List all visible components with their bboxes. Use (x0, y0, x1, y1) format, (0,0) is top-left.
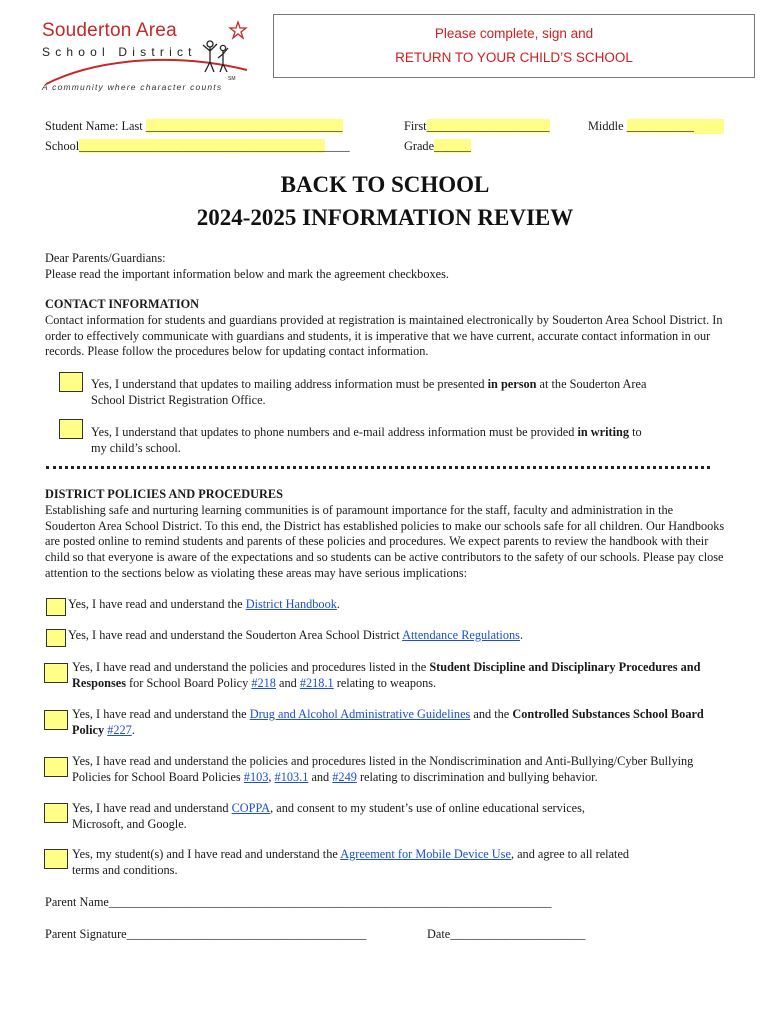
checkbox-discipline[interactable] (44, 663, 68, 683)
date-field[interactable]: ______________________ (450, 927, 586, 941)
item-text: Yes, my student(s) and I have read and understand the (72, 847, 341, 861)
contact-section (45, 297, 730, 360)
item-text: Yes, I understand that updates to phone numbers and e-mail address information must be provided (91, 425, 578, 439)
logo-tagline: A community where character counts (42, 82, 223, 92)
checkbox-mailing-address-text (91, 376, 651, 408)
checkbox-district-handbook-text (68, 596, 708, 612)
item-text: relating to weapons. (333, 676, 437, 690)
parent-signature-label: Parent Signature (45, 927, 127, 941)
parent-signature-field[interactable]: _______________________________________ (126, 927, 367, 941)
first-name-label: First (404, 119, 427, 133)
item-text: Yes, I have read and understand the policies and procedures listed in the (72, 660, 430, 674)
student-name-row (45, 119, 343, 134)
policies-section (45, 487, 725, 582)
contact-body: Contact information for students and guardians provided at registration is maintained electronically by Souderton Area School District. In order to effectively communicate with guardians and students, it is imperative that we have current, accurate contact information in our records. Please follow the procedures below for updating contact information. (45, 312, 723, 359)
middle-name-row (588, 119, 724, 134)
item-text: . (336, 597, 340, 611)
checkbox-drug-alcohol-text (72, 706, 722, 738)
logo-line-1: Souderton Area (42, 20, 177, 41)
item-text: to my child’s school. (91, 425, 642, 455)
attendance-regulations-link[interactable]: Attendance Regulations (402, 628, 520, 642)
return-notice-line-1: Please complete, sign and (434, 26, 594, 41)
district-handbook-link[interactable]: District Handbook (245, 597, 337, 611)
item-text: and (275, 676, 300, 690)
item-text: , and consent to my student’s use of online educational services, Microsoft, and Google. (72, 801, 585, 831)
date-label: Date (427, 927, 451, 941)
coppa-link[interactable]: COPPA (231, 801, 271, 815)
policy-218-1-link[interactable]: #218.1 (299, 676, 334, 690)
return-notice-line-2: RETURN TO YOUR CHILD’S SCHOOL (395, 50, 633, 65)
item-bold: in writing (577, 425, 630, 439)
parent-name-row (45, 895, 552, 910)
item-bold: in person (487, 377, 537, 391)
district-logo (42, 14, 252, 96)
checkbox-mobile-device-text (72, 846, 652, 878)
instruction: Please read the important information below and mark the agreement checkboxes. (45, 266, 449, 281)
return-notice-box (273, 14, 755, 78)
parent-signature-row (45, 927, 366, 942)
policy-218-link[interactable]: #218 (251, 676, 276, 690)
item-text: and the (470, 707, 513, 721)
item-text: Yes, I understand that updates to mailing address information must be presented (91, 377, 488, 391)
logo-mark: SM (228, 76, 236, 82)
school-field[interactable]: ________________________________________ (79, 139, 326, 153)
item-text: , (268, 770, 275, 784)
checkbox-coppa[interactable] (44, 803, 68, 823)
drug-alcohol-guidelines-link[interactable]: Drug and Alcohol Administrative Guidelines (249, 707, 471, 721)
parent-name-label: Parent Name (45, 895, 109, 909)
section-divider (46, 466, 710, 472)
checkbox-attendance[interactable] (46, 629, 66, 647)
title-line-1: BACK TO SCHOOL (280, 172, 490, 197)
student-name-label: Student Name: Last (45, 119, 143, 133)
item-text: Yes, I have read and understand (72, 801, 232, 815)
item-text: Yes, I have read and understand the policies and procedures listed in the Nondiscrimination and Anti-Bullying/Cyber Bullying Policies for School Board Policies (72, 754, 694, 784)
checkbox-discipline-text (72, 659, 712, 691)
date-row (427, 927, 585, 942)
item-text: Yes, I have read and understand the Souderton Area School District (68, 628, 403, 642)
item-text: and (308, 770, 333, 784)
logo-line-2: School District (42, 45, 197, 59)
intro (45, 251, 735, 283)
parent-name-field[interactable]: ________________________________________________________________________ (108, 895, 552, 909)
school-label: School (45, 139, 80, 153)
first-name-field[interactable]: ____________________ (426, 119, 550, 133)
checkbox-phone-email-text (91, 424, 651, 456)
item-text: . (131, 723, 135, 737)
item-text: relating to discrimination and bullying behavior. (356, 770, 598, 784)
school-field-tail: ____ (325, 139, 350, 153)
checkbox-nondiscrimination[interactable] (44, 757, 68, 777)
grade-row (404, 139, 471, 154)
item-bold: Controlled Substances School Board Policy (72, 707, 704, 737)
item-text: . (519, 628, 524, 642)
grade-field[interactable]: ______ (434, 139, 471, 153)
checkbox-drug-alcohol[interactable] (44, 710, 68, 730)
policies-body: Establishing safe and nurturing learning communities is of paramount importance for the staff, faculty and administration in the Souderton Area School District. To this end, the District has established policies to make our schools safe for all children. Our Handbooks are posted online to remind students and parents of these policies and procedures. We expect parents to review the handbook with their child so that everyone is aware of the expectations and so students can be active contributors to the safety of our schools. Please pay close attention to the sections below as violating these areas may have serious implications: (45, 502, 725, 580)
first-name-row (404, 119, 550, 134)
policy-103-link[interactable]: #103 (243, 770, 269, 784)
policies-heading: DISTRICT POLICIES AND PROCEDURES (45, 487, 283, 501)
school-row (45, 139, 350, 154)
checkbox-coppa-text (72, 800, 632, 832)
item-text: Yes, I have read and understand the (72, 707, 250, 721)
middle-name-label: Middle (588, 119, 624, 133)
item-text: for School Board Policy (125, 676, 252, 690)
checkbox-attendance-text (68, 627, 708, 643)
checkbox-district-handbook[interactable] (46, 598, 66, 616)
item-text: , and agree to all related terms and conditions. (72, 847, 630, 877)
middle-name-field[interactable]: ___________ (626, 119, 695, 133)
checkbox-phone-email[interactable] (59, 419, 83, 439)
item-bold: Student Discipline and Disciplinary Procedures and Responses (72, 660, 701, 690)
grade-label: Grade (404, 139, 435, 153)
checkbox-mobile-device[interactable] (44, 849, 68, 869)
policy-103-1-link[interactable]: #103.1 (274, 770, 309, 784)
item-text: at the Souderton Area School District Registration Office. (91, 377, 647, 407)
policy-249-link[interactable]: #249 (332, 770, 357, 784)
policy-227-link[interactable]: #227 (107, 723, 132, 737)
mobile-device-agreement-link[interactable]: Agreement for Mobile Device Use (340, 847, 511, 861)
last-name-field[interactable]: ________________________________ (145, 119, 343, 133)
checkbox-nondiscrimination-text (72, 753, 712, 785)
title-line-2: 2024-2025 INFORMATION REVIEW (196, 205, 574, 230)
checkbox-mailing-address[interactable] (59, 372, 83, 392)
item-text: Yes, I have read and understand the (68, 597, 246, 611)
contact-heading: CONTACT INFORMATION (45, 297, 200, 311)
salutation: Dear Parents/Guardians: (45, 251, 166, 265)
